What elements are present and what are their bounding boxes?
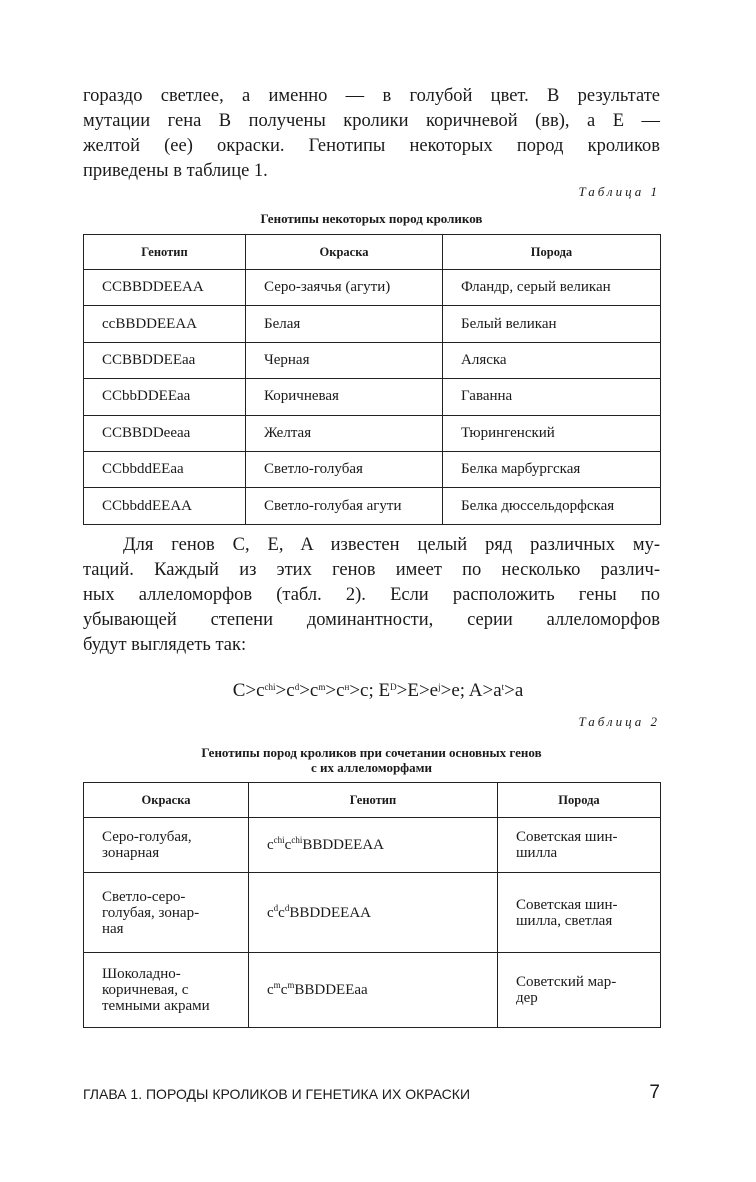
- column-header: Генотип: [84, 235, 246, 270]
- text-line: коричневая, с: [102, 982, 189, 998]
- table1-title: Генотипы некоторых пород кроликов: [260, 211, 483, 226]
- text-line: Советская шин-: [516, 896, 618, 913]
- table-cell: Белка дюссельдорфская: [443, 488, 661, 524]
- title-line: Генотипы пород кроликов при сочетании основных генов: [201, 745, 542, 760]
- superscript: chi: [273, 835, 285, 845]
- table-cell: Серо-заячья (агути): [246, 270, 443, 306]
- text-line: Советская шин-: [516, 829, 618, 845]
- breed-cell: [498, 953, 661, 1028]
- superscript: chi: [291, 835, 303, 845]
- superscript: m: [273, 980, 281, 990]
- text-part: c: [284, 837, 292, 853]
- dominance-formula: [0, 680, 756, 702]
- breed-cell: [498, 818, 661, 873]
- text-part: >e; A>a: [440, 680, 502, 701]
- superscript: chi: [264, 682, 276, 692]
- text-line: шилла, светлая: [516, 912, 613, 929]
- color-cell: [84, 818, 249, 873]
- genotype-cell: [249, 818, 498, 873]
- superscript: t: [501, 682, 505, 692]
- table-cell: CCbbddEEAA: [84, 488, 246, 524]
- table-row: [84, 342, 661, 378]
- table-cell: Гаванна: [443, 379, 661, 415]
- text-line: гораздо светлее, а именно — в голубой цвет. В результате: [83, 86, 660, 106]
- superscript: j: [438, 682, 441, 692]
- title-line: с их аллеломорфами: [310, 760, 433, 775]
- color-cell: [84, 873, 249, 953]
- table-row: [84, 818, 661, 873]
- text-line: Советский мар-: [516, 974, 617, 990]
- column-header: Окраска: [84, 783, 249, 818]
- table-cell: Желтая: [246, 415, 443, 451]
- text-part: >E>e: [396, 680, 439, 701]
- color-cell: [84, 953, 249, 1028]
- superscript: н: [344, 682, 350, 692]
- table-cell: Светло-голубая: [246, 451, 443, 487]
- page-number: 7: [649, 1082, 660, 1103]
- text-line: Шоколадно-: [102, 966, 181, 982]
- table-row: [84, 415, 661, 451]
- superscript: d: [294, 682, 300, 692]
- superscript: D: [390, 682, 397, 692]
- table-cell: Коричневая: [246, 379, 443, 415]
- text-line: Светло-серо-: [102, 888, 186, 905]
- table-cell: Фландр, серый великан: [443, 270, 661, 306]
- table-row: [84, 306, 661, 342]
- text-part: >a: [504, 680, 524, 701]
- text-line: зонарная: [102, 845, 160, 861]
- table2-label: Таблица 2: [578, 714, 660, 729]
- text-line: Для генов C, E, A известен целый ряд различных му-: [123, 535, 660, 555]
- table-cell: CCBBDDeeaa: [84, 415, 246, 451]
- genotype-cell: [249, 953, 498, 1028]
- table-row: [84, 379, 661, 415]
- table-row: [84, 873, 661, 953]
- text-line: убывающей степени доминантности, серии аллеломорфов: [83, 610, 660, 630]
- text-part: c: [278, 904, 285, 921]
- table-cell: Белый великан: [443, 306, 661, 342]
- table-cell: Белая: [246, 306, 443, 342]
- table-cell: Аляска: [443, 342, 661, 378]
- genotype-cell: [249, 873, 498, 953]
- text-part: BBDDEEAA: [302, 837, 385, 853]
- table1: [83, 234, 661, 525]
- text-line: Серо-голубая,: [102, 829, 192, 845]
- text-line: шилла: [516, 845, 558, 861]
- text-part: >c: [245, 680, 265, 701]
- text-line: приведены в таблице 1.: [83, 161, 268, 181]
- text-line: мутации гена B получены кролики коричневой (вв), а E —: [83, 111, 660, 131]
- table-row: [84, 953, 661, 1028]
- column-header: Окраска: [246, 235, 443, 270]
- alleles-paragraph: [83, 533, 660, 658]
- text-line: темными акрами: [102, 998, 210, 1014]
- table-cell: CCBBDDEEAA: [84, 270, 246, 306]
- breed-cell: [498, 873, 661, 953]
- text-part: BBDDEEaa: [294, 982, 368, 998]
- text-line: таций. Каждый из этих генов имеет по несколько различ-: [83, 560, 660, 580]
- text-line: ных аллеломорфов (табл. 2). Если расположить гены по: [83, 585, 660, 605]
- text-line: будут выглядеть так:: [83, 635, 247, 655]
- column-header: Порода: [443, 235, 661, 270]
- column-header: Порода: [498, 783, 661, 818]
- table2-title: [83, 745, 660, 775]
- table2: [83, 782, 661, 1028]
- text-part: c: [267, 982, 274, 998]
- text-part: C: [232, 680, 246, 701]
- text-line: ная: [102, 920, 124, 937]
- table-cell: Черная: [246, 342, 443, 378]
- table1-label: Таблица 1: [578, 184, 660, 199]
- superscript: m: [318, 682, 326, 692]
- text-line: желтой (ее) окраски. Генотипы некоторых пород кроликов: [83, 136, 660, 156]
- text-part: >c: [299, 680, 319, 701]
- superscript: d: [284, 902, 290, 913]
- table-cell: CCbbDDEEaa: [84, 379, 246, 415]
- table-row: [84, 270, 661, 306]
- table-cell: Тюрингенский: [443, 415, 661, 451]
- column-header: Генотип: [249, 783, 498, 818]
- text-part: c: [267, 837, 274, 853]
- table-cell: Светло-голубая агути: [246, 488, 443, 524]
- superscript: m: [287, 980, 295, 990]
- table-cell: Белка марбургская: [443, 451, 661, 487]
- text-part: c: [280, 982, 288, 998]
- text-part: >c: [275, 680, 295, 701]
- text-part: BBDDEEAA: [289, 904, 372, 921]
- table-cell: CCbbddEEaa: [84, 451, 246, 487]
- table-row: [84, 488, 661, 524]
- text-line: дер: [516, 990, 538, 1006]
- chapter-footer: ГЛАВА 1. ПОРОДЫ КРОЛИКОВ И ГЕНЕТИКА ИХ ОКРАСКИ: [83, 1086, 471, 1102]
- table-cell: CCBBDDEEaa: [84, 342, 246, 378]
- text-line: голубая, зонар-: [102, 904, 200, 921]
- text-part: >c; E: [349, 680, 391, 701]
- superscript: d: [273, 902, 279, 913]
- table-row: [84, 451, 661, 487]
- intro-paragraph: [83, 84, 660, 184]
- table-cell: ccBBDDEEAA: [84, 306, 246, 342]
- text-part: >c: [325, 680, 345, 701]
- text-part: c: [267, 904, 274, 921]
